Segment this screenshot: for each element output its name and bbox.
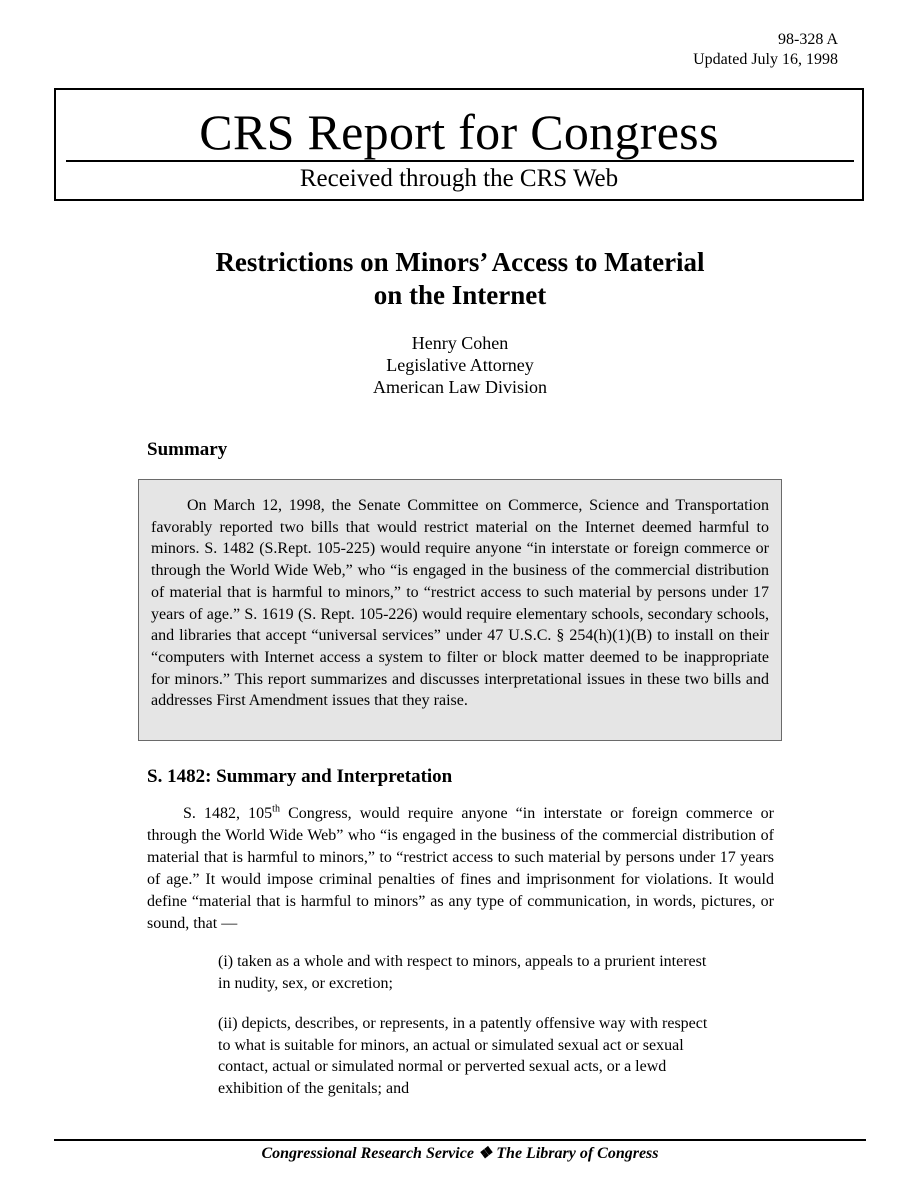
summary-box bbox=[138, 479, 782, 741]
clause-ii: (ii) depicts, describes, or represents, in a patently offensive way with respect to what is suitable for minors, an actual or simulated sexual act or sexual contact, actual or simulated normal or perverted sexual acts, or a lewd exhibition of the genitals; and bbox=[218, 1015, 708, 1097]
banner-title: CRS Report for Congress bbox=[199, 104, 719, 160]
section-paragraph bbox=[147, 803, 774, 935]
report-title-line-1: Restrictions on Minors’ Access to Material bbox=[215, 247, 705, 277]
author-block bbox=[0, 332, 920, 398]
banner-divider bbox=[66, 160, 854, 162]
report-title bbox=[0, 246, 920, 312]
section-heading: S. 1482: Summary and Interpretation bbox=[147, 766, 453, 787]
report-number: 98-328 A bbox=[778, 31, 838, 48]
ordinal-superscript: th bbox=[272, 803, 280, 815]
clause-i: (i) taken as a whole and with respect to minors, appeals to a prurient interest in nudity, sex, or excretion; bbox=[218, 953, 707, 992]
banner-subtitle: Received through the CRS Web bbox=[299, 165, 619, 192]
paragraph-rest: Congress, would require anyone “in interstate or foreign commerce or through the World Wide Web” who “is engaged in the business of the commercial distribution of material that is harmful to minors,” to “restrict access to such material by persons under 17 years of age.” It would impose criminal penalties of fines and imprisonment for violations. It would define “material that is harmful to minors” as any type of communication, in words, pictures, or sound, that — bbox=[147, 805, 775, 932]
author-division: American Law Division bbox=[373, 377, 547, 397]
summary-heading: Summary bbox=[147, 439, 228, 460]
report-number-block bbox=[693, 30, 838, 70]
footer-text: Congressional Research Service ❖ The Library of Congress bbox=[261, 1145, 659, 1162]
crs-banner bbox=[54, 88, 864, 201]
updated-date: Updated July 16, 1998 bbox=[693, 51, 838, 68]
paragraph-start: S. 1482, 105 bbox=[183, 805, 273, 822]
summary-text: On March 12, 1998, the Senate Committee on Commerce, Science and Transportation favorably reported two bills that would restrict material on the Internet deemed harmful to minors. S. 1482 (S.Rept. 105-225) would require anyone “in interstate or foreign commerce or through the World Wide Web,” who “is engaged in the business of the commercial distribution of material that is harmful to minors,” to “restrict access to such material by persons under 17 years of age.” S. 1619 (S. Rept. 105-226) would require elementary schools, secondary schools, and libraries that accept “universal services” under 47 U.S.C. § 254(h)(1)(B) to install on their “computers with Internet access a system to filter or block matter deemed to be inappropriate for minors.” This report summarizes and discusses interpretational issues in these two bills and addresses First Amendment issues that they raise. bbox=[151, 497, 769, 710]
author-title: Legislative Attorney bbox=[386, 355, 534, 375]
author-name: Henry Cohen bbox=[411, 333, 509, 353]
footer-divider bbox=[54, 1139, 866, 1141]
report-title-line-2: on the Internet bbox=[373, 280, 547, 310]
